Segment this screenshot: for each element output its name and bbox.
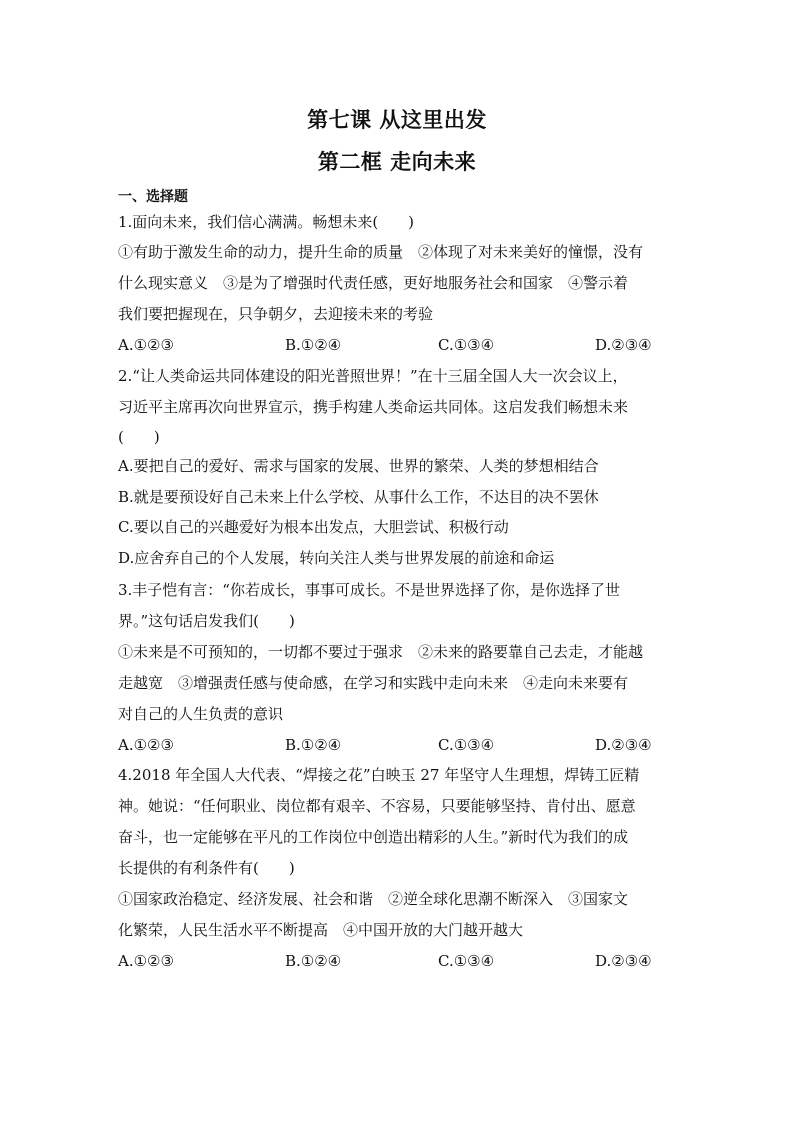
option-b: B.①②④ — [285, 336, 342, 354]
question-line: 神。她说：“任何职业、岗位都有艰辛、不容易，只要能够坚持、肯付出、愿意 — [118, 797, 636, 815]
option-a: A.①②③ — [118, 736, 174, 754]
question-line: 3.丰子恺有言：“你若成长，事事可成长。不是世界选择了你，是你选择了世 — [118, 581, 620, 599]
option-b: B.就是要预设好自己未来上什么学校、从事什么工作，不达目的决不罢休 — [118, 488, 599, 506]
question-line: 奋斗，也一定能够在平凡的工作岗位中创造出精彩的人生。”新时代为我们的成 — [118, 828, 629, 846]
question-line: ①未来是不可预知的，一切都不要过于强求 ②未来的路要靠自己去走，才能越 — [118, 643, 644, 661]
question-line: 长提供的有利条件有( ) — [118, 859, 295, 877]
question-line: 对自己的人生负责的意识 — [118, 705, 284, 723]
question-line: 习近平主席再次向世界宣示，携手构建人类命运共同体。这启发我们畅想未来 — [118, 398, 629, 416]
option-d: D.②③④ — [595, 336, 652, 354]
option-d: D.②③④ — [595, 952, 652, 970]
question-line: ①有助于激发生命的动力，提升生命的质量 ②体现了对未来美好的憧憬，没有 — [118, 243, 644, 261]
option-d: D.应舍弃自己的个人发展，转向关注人类与世界发展的前途和命运 — [118, 549, 555, 567]
option-c: C.①③④ — [438, 952, 495, 970]
question-line: 什么现实意义 ③是为了增强时代责任感，更好地服务社会和国家 ④警示着 — [118, 274, 629, 292]
option-b: B.①②④ — [285, 952, 342, 970]
section-heading: 一、选择题 — [118, 189, 188, 205]
option-a: A.①②③ — [118, 952, 174, 970]
question-line: 我们要把握现在，只争朝夕，去迎接未来的考验 — [118, 305, 434, 323]
question-line: 4.2018 年全国人大代表、“焊接之花”白映玉 27 年坚守人生理想，焊铸工匠精 — [118, 766, 640, 784]
question-line: 化繁荣，人民生活水平不断提高 ④中国开放的大门越开越大 — [118, 921, 524, 939]
option-c: C.①③④ — [438, 736, 495, 754]
question-line: ( ) — [118, 428, 160, 446]
option-c: C.①③④ — [438, 336, 495, 354]
lesson-title: 第七课 从这里出发 — [307, 108, 487, 132]
option-c: C.要以自己的兴趣爱好为根本出发点，大胆尝试、积极行动 — [118, 518, 509, 536]
question-line: 界。”这句话启发我们( ) — [118, 612, 295, 630]
option-a: A.要把自己的爱好、需求与国家的发展、世界的繁荣、人类的梦想相结合 — [118, 457, 599, 475]
lesson-subtitle: 第二框 走向未来 — [317, 150, 477, 174]
question-line: ①国家政治稳定、经济发展、社会和谐 ②逆全球化思潮不断深入 ③国家文 — [118, 890, 629, 908]
option-a: A.①②③ — [118, 336, 174, 354]
option-b: B.①②④ — [285, 736, 342, 754]
question-line: 走越宽 ③增强责任感与使命感，在学习和实践中走向未来 ④走向未来要有 — [118, 674, 629, 692]
option-d: D.②③④ — [595, 736, 652, 754]
question-line: 2.“让人类命运共同体建设的阳光普照世界！”在十三届全国人大一次会议上， — [118, 367, 628, 385]
question-line: 1.面向未来，我们信心满满。畅想未来( ) — [118, 213, 415, 231]
